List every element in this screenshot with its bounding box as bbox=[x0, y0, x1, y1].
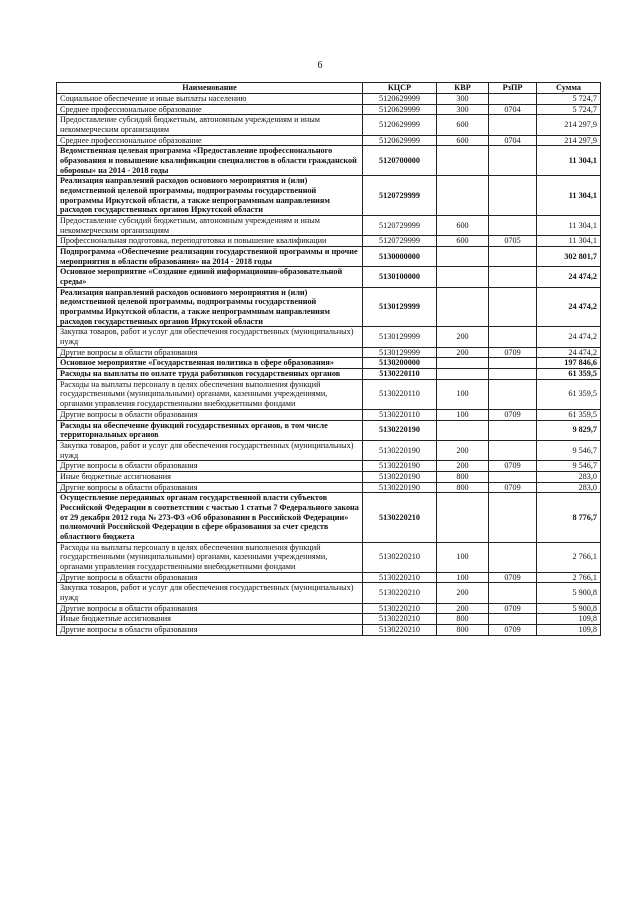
cell-kcsr: 5120729999 bbox=[363, 236, 437, 247]
cell-name: Предоставление субсидий бюджетным, автономным учреждениям и иным некоммерческим организациям bbox=[57, 216, 363, 236]
cell-rzpr bbox=[489, 420, 537, 440]
table-row bbox=[57, 624, 601, 635]
cell-kvr: 600 bbox=[437, 236, 489, 247]
cell-sum: 5 724,7 bbox=[537, 104, 601, 115]
cell-kvr bbox=[437, 369, 489, 380]
cell-kcsr: 5130129999 bbox=[363, 347, 437, 358]
cell-kcsr: 5120729999 bbox=[363, 176, 437, 216]
cell-kvr: 100 bbox=[437, 572, 489, 583]
table-row bbox=[57, 572, 601, 583]
cell-kvr: 200 bbox=[437, 440, 489, 460]
cell-name: Расходы на выплаты персоналу в целях обеспечения выполнения функций государственными (муниципальными) органами, казенными учреждениями, органами управления государственными внебюджетными фондами bbox=[57, 542, 363, 572]
cell-kcsr: 5130220190 bbox=[363, 440, 437, 460]
cell-sum: 197 846,6 bbox=[537, 358, 601, 369]
cell-sum: 9 546,7 bbox=[537, 440, 601, 460]
cell-name: Осуществление переданных органам государственной власти субъектов Российской Федерации в соответствии с частью 1 статьи 7 Федерального закона от 29 декабря 2012 года № 273-ФЗ «Об образовании в Российской Федерации» полномочий Российской Федерации в сфере образования за счет средств областного бюджета bbox=[57, 493, 363, 542]
cell-kvr: 800 bbox=[437, 614, 489, 625]
cell-rzpr bbox=[489, 583, 537, 603]
header-kvr: КВР bbox=[437, 83, 489, 94]
header-sum: Сумма bbox=[537, 83, 601, 94]
cell-sum: 5 900,8 bbox=[537, 603, 601, 614]
cell-sum: 214 297,9 bbox=[537, 135, 601, 146]
cell-name: Другие вопросы в области образования bbox=[57, 482, 363, 493]
page-number: 6 bbox=[317, 60, 323, 71]
cell-kcsr: 5130220210 bbox=[363, 493, 437, 542]
cell-kvr: 300 bbox=[437, 104, 489, 115]
cell-kvr: 100 bbox=[437, 409, 489, 420]
cell-kcsr: 5130129999 bbox=[363, 327, 437, 347]
cell-kcsr: 5130220210 bbox=[363, 572, 437, 583]
cell-rzpr: 0705 bbox=[489, 236, 537, 247]
cell-sum: 11 304,1 bbox=[537, 146, 601, 176]
cell-rzpr bbox=[489, 216, 537, 236]
cell-kcsr: 5120700000 bbox=[363, 146, 437, 176]
cell-rzpr bbox=[489, 247, 537, 267]
cell-name: Другие вопросы в области образования bbox=[57, 347, 363, 358]
table-row bbox=[57, 247, 601, 267]
cell-rzpr: 0709 bbox=[489, 461, 537, 472]
table-row bbox=[57, 287, 601, 327]
table-row bbox=[57, 358, 601, 369]
cell-name: Профессиональная подготовка, переподготовка и повышение квалификации bbox=[57, 236, 363, 247]
cell-kcsr: 5130220210 bbox=[363, 583, 437, 603]
cell-rzpr bbox=[489, 176, 537, 216]
cell-rzpr bbox=[489, 614, 537, 625]
cell-rzpr bbox=[489, 379, 537, 409]
cell-name: Расходы на обеспечение функций государственных органов, в том числе территориальных органов bbox=[57, 420, 363, 440]
cell-name: Социальное обеспечение и иные выплаты населению bbox=[57, 94, 363, 105]
table-header-row bbox=[57, 83, 601, 94]
cell-name: Реализация направлений расходов основного мероприятия и (или) ведомственной целевой программы, подпрограммы государственной программы Иркутской области, а также непрограммным направлениям расходов государственных органов Иркутской области bbox=[57, 176, 363, 216]
cell-rzpr bbox=[489, 287, 537, 327]
cell-rzpr: 0709 bbox=[489, 409, 537, 420]
table-row bbox=[57, 176, 601, 216]
cell-kcsr: 5130220190 bbox=[363, 461, 437, 472]
cell-name: Другие вопросы в области образования bbox=[57, 624, 363, 635]
cell-name: Подпрограмма «Обеспечение реализации государственной программы и прочие мероприятия в области образования» на 2014 - 2018 годы bbox=[57, 247, 363, 267]
cell-name: Основное мероприятие «Создание единой информационно-образовательной среды» bbox=[57, 267, 363, 287]
cell-name: Другие вопросы в области образования bbox=[57, 409, 363, 420]
cell-kcsr: 5130220190 bbox=[363, 420, 437, 440]
cell-name: Закупка товаров, работ и услуг для обеспечения государственных (муниципальных) нужд bbox=[57, 583, 363, 603]
table-row bbox=[57, 327, 601, 347]
cell-sum: 61 359,5 bbox=[537, 379, 601, 409]
cell-name: Расходы на выплаты персоналу в целях обеспечения выполнения функций государственными (муниципальными) органами, казенными учреждениями, органами управления государственными внебюджетными фондами bbox=[57, 379, 363, 409]
cell-rzpr bbox=[489, 471, 537, 482]
cell-kcsr: 5130220110 bbox=[363, 409, 437, 420]
cell-kvr: 600 bbox=[437, 216, 489, 236]
cell-kvr: 100 bbox=[437, 542, 489, 572]
budget-table bbox=[56, 82, 601, 636]
cell-kvr: 200 bbox=[437, 461, 489, 472]
cell-name: Другие вопросы в области образования bbox=[57, 603, 363, 614]
cell-rzpr: 0704 bbox=[489, 104, 537, 115]
cell-name: Другие вопросы в области образования bbox=[57, 461, 363, 472]
cell-rzpr: 0709 bbox=[489, 347, 537, 358]
cell-kvr: 800 bbox=[437, 624, 489, 635]
cell-kvr: 200 bbox=[437, 327, 489, 347]
cell-kcsr: 5120629999 bbox=[363, 135, 437, 146]
cell-kvr bbox=[437, 420, 489, 440]
table-row bbox=[57, 542, 601, 572]
cell-kvr: 800 bbox=[437, 471, 489, 482]
cell-sum: 24 474,2 bbox=[537, 287, 601, 327]
cell-sum: 9 546,7 bbox=[537, 461, 601, 472]
cell-rzpr: 0704 bbox=[489, 135, 537, 146]
cell-kcsr: 5130000000 bbox=[363, 247, 437, 267]
table-row bbox=[57, 461, 601, 472]
cell-kcsr: 5130220210 bbox=[363, 624, 437, 635]
cell-name: Закупка товаров, работ и услуг для обеспечения государственных (муниципальных) нужд bbox=[57, 327, 363, 347]
cell-sum: 214 297,9 bbox=[537, 115, 601, 135]
cell-rzpr: 0709 bbox=[489, 624, 537, 635]
cell-sum: 61 359,5 bbox=[537, 409, 601, 420]
cell-rzpr bbox=[489, 440, 537, 460]
cell-kvr: 600 bbox=[437, 115, 489, 135]
table-row bbox=[57, 409, 601, 420]
cell-kvr bbox=[437, 247, 489, 267]
cell-kcsr: 5130220110 bbox=[363, 369, 437, 380]
cell-rzpr: 0709 bbox=[489, 482, 537, 493]
cell-sum: 61 359,5 bbox=[537, 369, 601, 380]
cell-name: Среднее профессиональное образование bbox=[57, 135, 363, 146]
cell-sum: 283,0 bbox=[537, 482, 601, 493]
cell-kvr: 100 bbox=[437, 379, 489, 409]
cell-name: Ведомственная целевая программа «Предоставление профессионального образования и повышение квалификации специалистов в области гражданской обороны» на 2014 - 2018 годы bbox=[57, 146, 363, 176]
cell-rzpr bbox=[489, 493, 537, 542]
cell-kcsr: 5130220210 bbox=[363, 603, 437, 614]
header-kcsr: КЦСР bbox=[363, 83, 437, 94]
cell-sum: 5 724,7 bbox=[537, 94, 601, 105]
table-row bbox=[57, 379, 601, 409]
cell-kvr bbox=[437, 493, 489, 542]
cell-sum: 9 829,7 bbox=[537, 420, 601, 440]
cell-kcsr: 5120629999 bbox=[363, 115, 437, 135]
cell-name: Среднее профессиональное образование bbox=[57, 104, 363, 115]
cell-rzpr bbox=[489, 542, 537, 572]
cell-kcsr: 5120629999 bbox=[363, 94, 437, 105]
cell-sum: 302 801,7 bbox=[537, 247, 601, 267]
cell-kvr: 200 bbox=[437, 603, 489, 614]
cell-sum: 8 776,7 bbox=[537, 493, 601, 542]
cell-kcsr: 5130100000 bbox=[363, 267, 437, 287]
table-row bbox=[57, 420, 601, 440]
cell-kcsr: 5120729999 bbox=[363, 216, 437, 236]
cell-name: Закупка товаров, работ и услуг для обеспечения государственных (муниципальных) нужд bbox=[57, 440, 363, 460]
cell-name: Другие вопросы в области образования bbox=[57, 572, 363, 583]
table-row bbox=[57, 369, 601, 380]
cell-kcsr: 5130129999 bbox=[363, 287, 437, 327]
table-row bbox=[57, 146, 601, 176]
cell-sum: 109,8 bbox=[537, 614, 601, 625]
table-row bbox=[57, 236, 601, 247]
table-row bbox=[57, 603, 601, 614]
cell-kvr: 200 bbox=[437, 347, 489, 358]
header-name: Наименование bbox=[57, 83, 363, 94]
table-row bbox=[57, 471, 601, 482]
cell-kvr bbox=[437, 176, 489, 216]
cell-sum: 11 304,1 bbox=[537, 176, 601, 216]
cell-kcsr: 5130220190 bbox=[363, 482, 437, 493]
cell-sum: 24 474,2 bbox=[537, 347, 601, 358]
header-rzpr: РзПР bbox=[489, 83, 537, 94]
cell-rzpr: 0709 bbox=[489, 603, 537, 614]
table-row bbox=[57, 440, 601, 460]
cell-rzpr: 0709 bbox=[489, 572, 537, 583]
cell-kcsr: 5130220110 bbox=[363, 379, 437, 409]
table-row bbox=[57, 94, 601, 105]
table-row bbox=[57, 135, 601, 146]
cell-rzpr bbox=[489, 115, 537, 135]
table-row bbox=[57, 216, 601, 236]
cell-sum: 283,0 bbox=[537, 471, 601, 482]
cell-sum: 109,8 bbox=[537, 624, 601, 635]
cell-sum: 2 766,1 bbox=[537, 542, 601, 572]
cell-sum: 11 304,1 bbox=[537, 236, 601, 247]
cell-sum: 2 766,1 bbox=[537, 572, 601, 583]
table-row bbox=[57, 583, 601, 603]
cell-rzpr bbox=[489, 358, 537, 369]
cell-sum: 24 474,2 bbox=[537, 327, 601, 347]
cell-rzpr bbox=[489, 327, 537, 347]
table-row bbox=[57, 115, 601, 135]
table-row bbox=[57, 267, 601, 287]
cell-kcsr: 5130200000 bbox=[363, 358, 437, 369]
cell-name: Реализация направлений расходов основного мероприятия и (или) ведомственной целевой программы, подпрограммы государственной программы Иркутской области, а также непрограммным направлениям расходов государственных органов Иркутской области bbox=[57, 287, 363, 327]
cell-kcsr: 5120629999 bbox=[363, 104, 437, 115]
cell-kcsr: 5130220210 bbox=[363, 614, 437, 625]
cell-rzpr bbox=[489, 94, 537, 105]
cell-kvr bbox=[437, 358, 489, 369]
table-row bbox=[57, 614, 601, 625]
cell-name: Иные бюджетные ассигнования bbox=[57, 614, 363, 625]
cell-kvr: 200 bbox=[437, 583, 489, 603]
table-row bbox=[57, 482, 601, 493]
cell-name: Основное мероприятие «Государственная политика в сфере образования» bbox=[57, 358, 363, 369]
cell-name: Предоставление субсидий бюджетным, автономным учреждениям и иным некоммерческим организациям bbox=[57, 115, 363, 135]
cell-kvr: 600 bbox=[437, 135, 489, 146]
cell-kvr bbox=[437, 267, 489, 287]
cell-kvr: 300 bbox=[437, 94, 489, 105]
cell-kvr: 800 bbox=[437, 482, 489, 493]
cell-sum: 24 474,2 bbox=[537, 267, 601, 287]
cell-rzpr bbox=[489, 267, 537, 287]
table-row bbox=[57, 104, 601, 115]
cell-rzpr bbox=[489, 369, 537, 380]
cell-kcsr: 5130220210 bbox=[363, 542, 437, 572]
cell-kcsr: 5130220190 bbox=[363, 471, 437, 482]
table-row bbox=[57, 493, 601, 542]
cell-kvr bbox=[437, 146, 489, 176]
cell-name: Иные бюджетные ассигнования bbox=[57, 471, 363, 482]
cell-kvr bbox=[437, 287, 489, 327]
table-row bbox=[57, 347, 601, 358]
cell-name: Расходы на выплаты по оплате труда работников государственных органов bbox=[57, 369, 363, 380]
cell-sum: 11 304,1 bbox=[537, 216, 601, 236]
cell-rzpr bbox=[489, 146, 537, 176]
cell-sum: 5 900,8 bbox=[537, 583, 601, 603]
